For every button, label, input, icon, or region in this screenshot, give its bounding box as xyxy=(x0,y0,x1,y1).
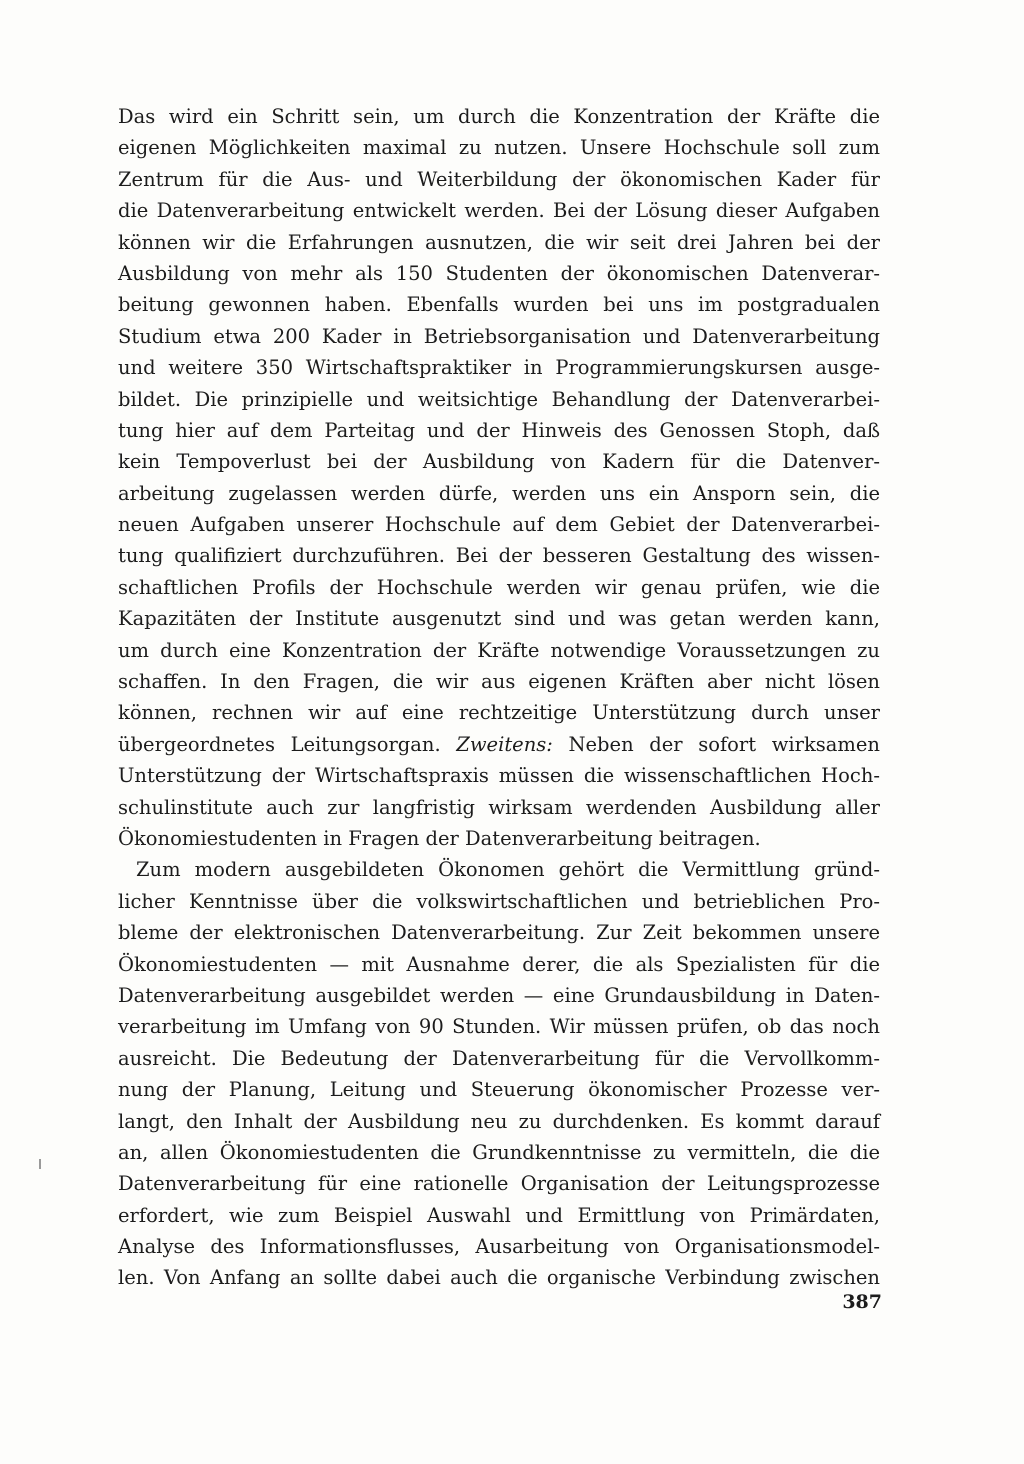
text-line: schaffen. In den Fragen, die wir aus eigenen Kräften aber nicht lösen xyxy=(118,670,880,694)
text-line: Datenverarbeitung ausgebildet werden — eine Grundausbildung in Daten- xyxy=(118,983,880,1007)
text-line: beitung gewonnen haben. Ebenfalls wurden bei uns im postgradualen xyxy=(118,293,880,317)
text-line: die Datenverarbeitung entwickelt werden. Bei der Lösung dieser Aufgaben xyxy=(118,199,880,223)
text-segment: übergeordnetes Leitungsorgan. xyxy=(118,732,457,756)
text-line: kein Tempoverlust bei der Ausbildung von Kadern für die Datenver- xyxy=(118,450,880,474)
text-line: bildet. Die prinzipielle und weitsichtige Behandlung der Datenverarbei- xyxy=(118,387,880,411)
paragraph-1 xyxy=(118,101,880,854)
text-segment: Neben der sofort wirksamen xyxy=(552,732,880,756)
text-line: verarbeitung im Umfang von 90 Stunden. Wir müssen prüfen, ob das noch xyxy=(118,1015,880,1039)
text-line: Kapazitäten der Institute ausgenutzt sind und was getan werden kann, xyxy=(118,607,880,631)
text-line: schulinstitute auch zur langfristig wirksam werdenden Ausbildung aller xyxy=(118,795,880,819)
text-line: licher Kenntnisse über die volkswirtschaftlichen und betrieblichen Pro- xyxy=(118,889,880,913)
text-line: len. Von Anfang an sollte dabei auch die organische Verbindung zwischen xyxy=(118,1266,880,1290)
text-line: erfordert, wie zum Beispiel Auswahl und Ermittlung von Primärdaten, xyxy=(118,1203,880,1227)
text-line: ausreicht. Die Bedeutung der Datenverarbeitung für die Vervollkomm- xyxy=(118,1046,880,1070)
text-line: Ökonomiestudenten in Fragen der Datenverarbeitung beitragen. xyxy=(118,826,761,850)
text-line: können wir die Erfahrungen ausnutzen, die wir seit drei Jahren bei der xyxy=(118,230,880,254)
text-line: bleme der elektronischen Datenverarbeitung. Zur Zeit bekommen unsere xyxy=(118,921,880,945)
emphasized-word: Zweitens: xyxy=(456,732,553,756)
text-line: langt, den Inhalt der Ausbildung neu zu durchdenken. Es kommt darauf xyxy=(118,1109,880,1133)
text-line: Ökonomiestudenten — mit Ausnahme derer, die als Spezialisten für die xyxy=(118,952,880,976)
text-line: Zum modern ausgebildeten Ökonomen gehört die Vermittlung gründ- xyxy=(136,858,880,882)
text-line xyxy=(118,729,880,760)
text-line: eigenen Möglichkeiten maximal zu nutzen. Unsere Hochschule soll zum xyxy=(118,136,880,160)
text-line: an, allen Ökonomiestudenten die Grundkenntnisse zu vermitteln, die die xyxy=(118,1140,880,1164)
page-number: 387 xyxy=(842,1291,882,1313)
text-line: arbeitung zugelassen werden dürfe, werden uns ein Ansporn sein, die xyxy=(118,481,880,505)
text-line: tung hier auf dem Parteitag und der Hinweis des Genossen Stoph, daß xyxy=(118,418,880,442)
text-line: Unterstützung der Wirtschaftspraxis müssen die wissenschaftlichen Hoch- xyxy=(118,764,880,788)
text-line: um durch eine Konzentration der Kräfte notwendige Voraussetzungen zu xyxy=(118,638,880,662)
text-line: schaftlichen Profils der Hochschule werden wir genau prüfen, wie die xyxy=(118,575,880,599)
text-line: Studium etwa 200 Kader in Betriebsorganisation und Datenverarbeitung xyxy=(118,324,880,348)
margin-mark xyxy=(39,1159,41,1169)
text-line: Das wird ein Schritt sein, um durch die Konzentration der Kräfte die xyxy=(118,105,880,128)
body-text xyxy=(118,101,880,1294)
text-line: Datenverarbeitung für eine rationelle Organisation der Leitungsprozesse xyxy=(118,1172,880,1196)
text-line: können, rechnen wir auf eine rechtzeitige Unterstützung durch unser xyxy=(118,701,880,725)
text-line: nung der Planung, Leitung und Steuerung ökonomischer Prozesse ver- xyxy=(118,1078,880,1102)
text-line: und weitere 350 Wirtschaftspraktiker in Programmierungskursen ausge- xyxy=(118,356,880,380)
text-line: neuen Aufgaben unserer Hochschule auf dem Gebiet der Datenverarbei- xyxy=(118,513,880,537)
paragraph-2 xyxy=(118,854,880,1293)
text-line: tung qualifiziert durchzuführen. Bei der besseren Gestaltung des wissen- xyxy=(118,544,880,568)
text-line: Analyse des Informationsflusses, Ausarbeitung von Organisationsmodel- xyxy=(118,1235,880,1259)
text-line: Ausbildung von mehr als 150 Studenten der ökonomischen Datenverar- xyxy=(118,261,880,285)
text-line: Zentrum für die Aus- und Weiterbildung der ökonomischen Kader für xyxy=(118,167,880,191)
